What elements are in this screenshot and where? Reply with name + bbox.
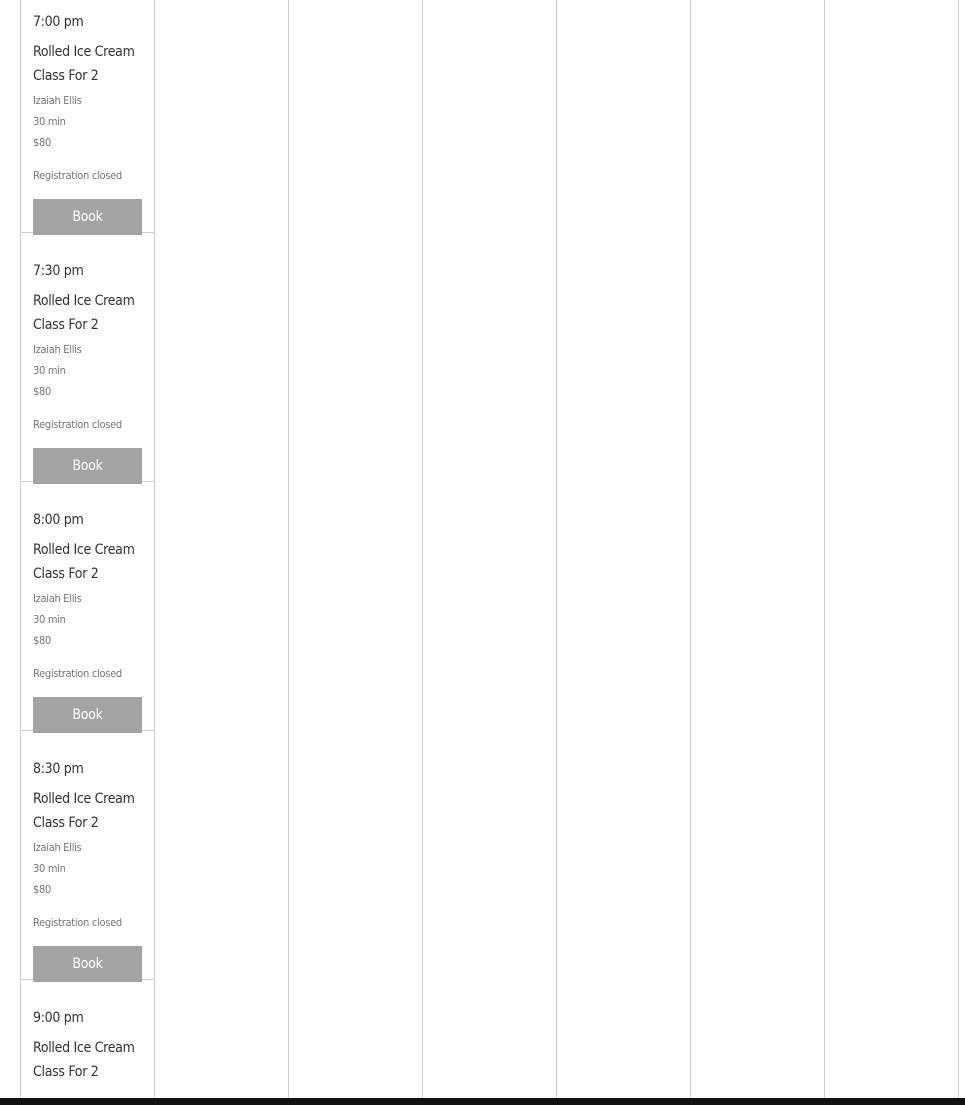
day-column-6 — [690, 0, 824, 1098]
week-schedule-grid — [20, 0, 960, 1098]
slot-class-title: Rolled Ice Cream Class For 2 — [33, 542, 135, 582]
class-slot — [21, 233, 155, 482]
day-column-1-slots — [21, 0, 155, 1105]
slot-price: $80 — [33, 136, 51, 149]
slot-class-title: Rolled Ice Cream Class For 2 — [33, 293, 135, 333]
slot-duration: 30 min — [33, 613, 66, 626]
slot-time: 7:30 pm — [33, 263, 84, 279]
class-slot — [21, 980, 155, 1105]
bottom-bar — [0, 1098, 965, 1105]
slot-duration: 30 min — [33, 115, 66, 128]
slot-price: $80 — [33, 883, 51, 896]
day-column-5 — [556, 0, 690, 1098]
slot-instructor: Izaiah Ellis — [33, 592, 82, 605]
slot-registration-status: Registration closed — [33, 667, 122, 680]
day-column-2 — [154, 0, 288, 1098]
day-column-1 — [20, 0, 154, 1098]
book-button[interactable]: Book — [33, 697, 142, 733]
day-column-4 — [422, 0, 556, 1098]
book-button[interactable]: Book — [33, 946, 142, 982]
slot-registration-status: Registration closed — [33, 169, 122, 182]
slot-price: $80 — [33, 634, 51, 647]
day-column-3 — [288, 0, 422, 1098]
slot-registration-status: Registration closed — [33, 418, 122, 431]
slot-class-title: Rolled Ice Cream Class For 2 — [33, 44, 135, 84]
book-button[interactable]: Book — [33, 448, 142, 484]
slot-time: 7:00 pm — [33, 14, 84, 30]
class-slot — [21, 0, 155, 233]
slot-duration: 30 min — [33, 862, 66, 875]
slot-registration-status: Registration closed — [33, 916, 122, 929]
slot-class-title: Rolled Ice Cream Class For 2 — [33, 1040, 135, 1080]
slot-duration: 30 min — [33, 364, 66, 377]
slot-price: $80 — [33, 385, 51, 398]
slot-instructor: Izaiah Ellis — [33, 94, 82, 107]
slot-time: 8:00 pm — [33, 512, 84, 528]
slot-time: 9:00 pm — [33, 1010, 84, 1026]
slot-instructor: Izaiah Ellis — [33, 841, 82, 854]
slot-time: 8:30 pm — [33, 761, 84, 777]
slot-instructor: Izaiah Ellis — [33, 343, 82, 356]
book-button[interactable]: Book — [33, 199, 142, 235]
slot-class-title: Rolled Ice Cream Class For 2 — [33, 791, 135, 831]
class-slot — [21, 731, 155, 980]
class-slot — [21, 482, 155, 731]
day-column-7 — [824, 0, 959, 1098]
